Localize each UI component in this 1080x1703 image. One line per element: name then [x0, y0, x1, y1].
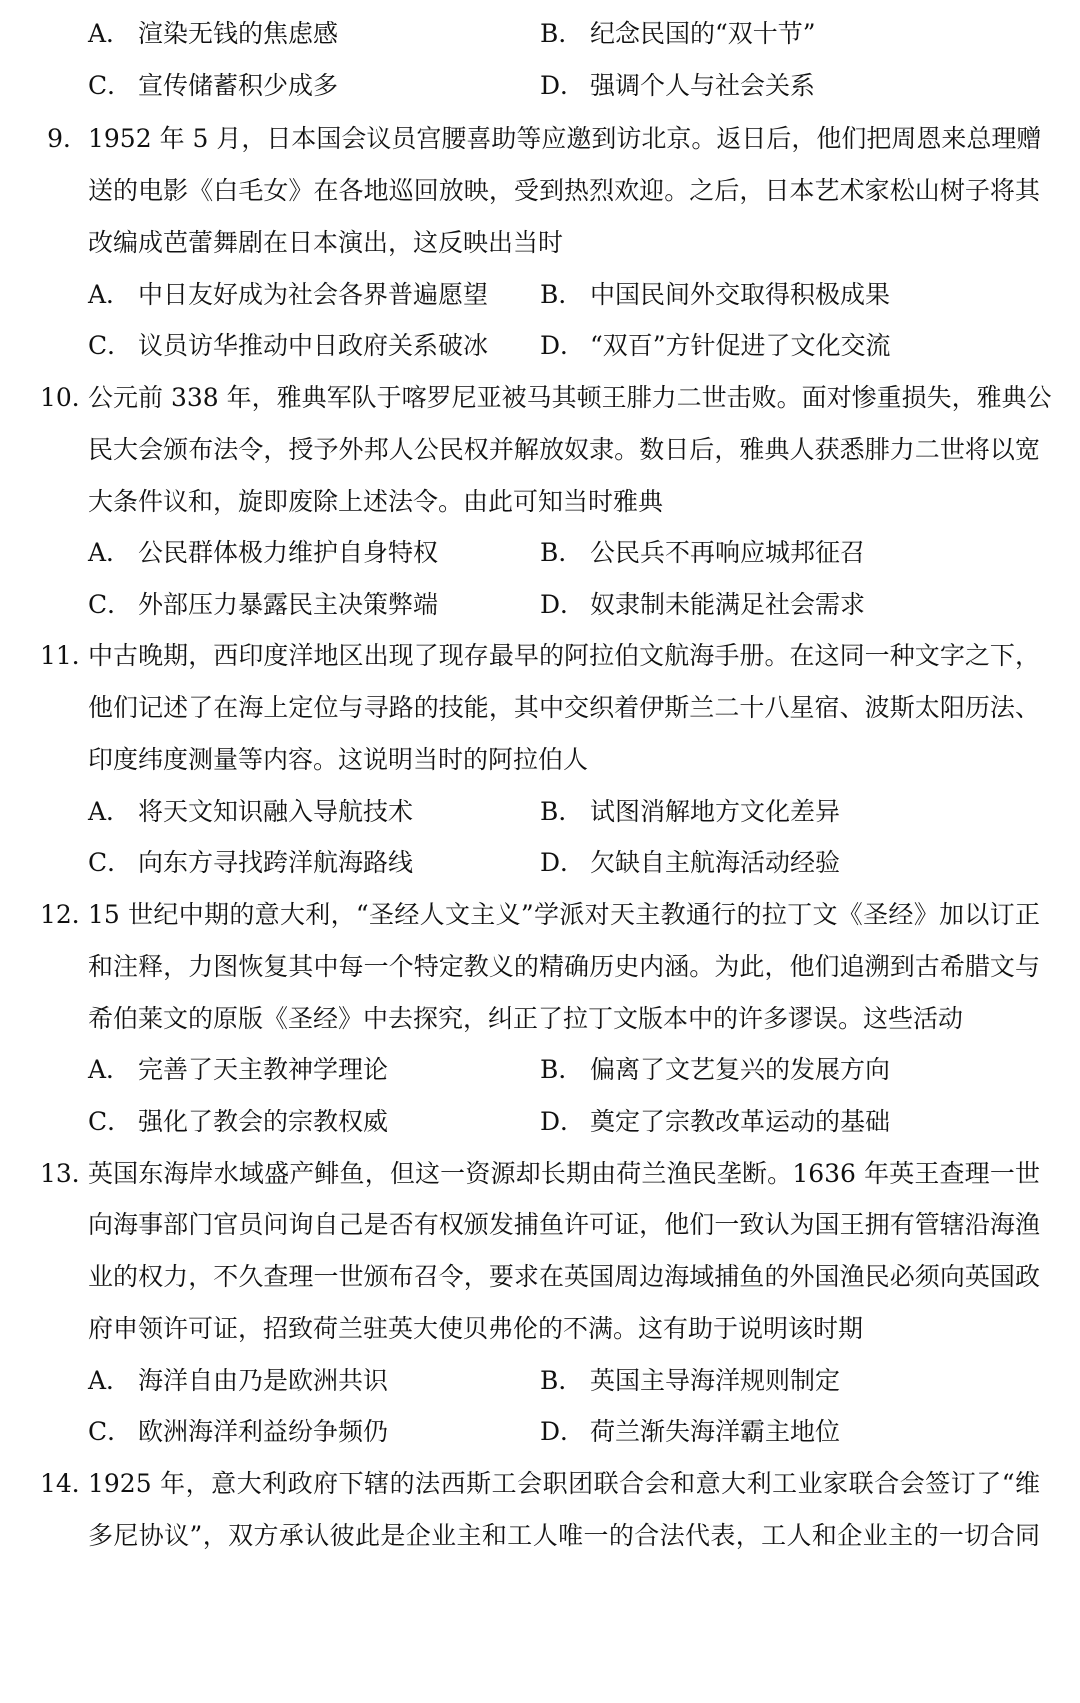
question-9-line [0, 163, 1080, 219]
option-text: 偏离了文艺复兴的发展方向 [590, 1055, 891, 1084]
option-letter: D． [540, 1417, 586, 1446]
option-text: 外部压力暴露民主决策弊端 [138, 590, 439, 619]
option-letter: D． [540, 590, 586, 619]
question-text: 送的电影《白毛女》在各地巡回放映，受到热烈欢迎。之后，日本艺术家松山树子将其 [88, 176, 1040, 205]
question-text: 英国东海岸水域盛产鲱鱼，但这一资源却长期由荷兰渔民垄断。1636 年英王查理一世 [88, 1159, 1040, 1188]
question-11-line [0, 680, 1080, 736]
option-row [0, 318, 1080, 374]
option-text: 渲染无钱的焦虑感 [138, 19, 339, 48]
question-number: 11． [40, 641, 97, 670]
question-11-line [0, 732, 1080, 788]
question-13-line [0, 1197, 1080, 1253]
option-b [540, 784, 840, 840]
question-number: 9． [47, 124, 88, 153]
option-letter: A． [88, 797, 132, 826]
option-text: 欠缺自主航海活动经验 [590, 848, 841, 877]
option-d [540, 835, 840, 891]
option-letter: C． [88, 848, 133, 877]
option-d [540, 1094, 890, 1150]
option-b [540, 267, 890, 323]
option-row [0, 525, 1080, 581]
option-text: “双百”方针促进了文化交流 [590, 331, 891, 360]
option-c [88, 58, 338, 114]
option-text: 完善了天主教神学理论 [138, 1055, 389, 1084]
option-text: 将天文知识融入导航技术 [138, 797, 414, 826]
option-d [540, 1404, 840, 1460]
option-d [540, 318, 891, 374]
option-row [0, 577, 1080, 633]
question-13-line [0, 1249, 1080, 1305]
option-text: 宣传储蓄积少成多 [138, 71, 339, 100]
question-14-line [0, 1508, 1080, 1564]
option-letter: C． [88, 71, 133, 100]
option-row [0, 1404, 1080, 1460]
option-letter: B． [540, 280, 584, 309]
option-c [88, 318, 488, 374]
option-d [540, 58, 815, 114]
question-text: 1952 年 5 月，日本国会议员宫腰喜助等应邀到访北京。返日后，他们把周恩来总理赠 [88, 124, 1042, 153]
question-10-line [0, 370, 1080, 426]
option-text: 中日友好成为社会各界普遍愿望 [138, 280, 489, 309]
question-text: 1925 年，意大利政府下辖的法西斯工会职团联合会和意大利工业家联合会签订了“维 [88, 1469, 1040, 1498]
option-a [88, 6, 338, 62]
option-text: 强调个人与社会关系 [590, 71, 816, 100]
option-letter: D． [540, 1107, 586, 1136]
question-12-line [0, 887, 1080, 943]
option-text: 奠定了宗教改革运动的基础 [590, 1107, 891, 1136]
option-letter: B． [540, 1055, 584, 1084]
option-letter: B． [540, 538, 584, 567]
question-text: 希伯莱文的原版《圣经》中去探究，纠正了拉丁文版本中的许多谬误。这些活动 [88, 1004, 964, 1033]
option-text: 公民群体极力维护自身特权 [138, 538, 439, 567]
option-text: 公民兵不再响应城邦征召 [590, 538, 866, 567]
option-text: 议员访华推动中日政府关系破冰 [138, 331, 489, 360]
question-11-line [0, 628, 1080, 684]
option-text: 海洋自由乃是欧洲共识 [138, 1366, 389, 1395]
option-letter: B． [540, 1366, 584, 1395]
option-letter: C． [88, 1417, 133, 1446]
option-letter: C． [88, 590, 133, 619]
option-c [88, 1094, 388, 1150]
option-a [88, 267, 488, 323]
option-row [0, 1353, 1080, 1409]
option-letter: A． [88, 1366, 132, 1395]
option-letter: B． [540, 19, 584, 48]
option-b [540, 1353, 840, 1409]
option-row [0, 784, 1080, 840]
option-b [540, 525, 865, 581]
question-12-line [0, 939, 1080, 995]
question-number: 10． [40, 383, 97, 412]
question-number: 13． [40, 1159, 97, 1188]
option-text: 纪念民国的“双十节” [590, 19, 816, 48]
question-9-line [0, 215, 1080, 271]
question-9-line [0, 111, 1080, 167]
question-10-line [0, 422, 1080, 478]
option-text: 欧洲海洋利益纷争频仍 [138, 1417, 389, 1446]
option-a [88, 784, 413, 840]
question-14-line [0, 1456, 1080, 1512]
option-row [0, 1094, 1080, 1150]
option-row [0, 6, 1080, 62]
question-12-line [0, 991, 1080, 1047]
option-row [0, 58, 1080, 114]
question-text: 中古晚期，西印度洋地区出现了现存最早的阿拉伯文航海手册。在这同一种文字之下， [88, 641, 1040, 670]
option-letter: B． [540, 797, 584, 826]
option-a [88, 525, 438, 581]
option-text: 试图消解地方文化差异 [590, 797, 841, 826]
option-a [88, 1042, 388, 1098]
question-10-line [0, 474, 1080, 530]
question-text: 民大会颁布法令，授予外邦人公民权并解放奴隶。数日后，雅典人获悉腓力二世将以宽 [88, 435, 1040, 464]
option-letter: D． [540, 331, 586, 360]
question-number: 12． [40, 900, 97, 929]
question-13-line [0, 1146, 1080, 1202]
option-c [88, 577, 438, 633]
option-letter: A． [88, 19, 132, 48]
option-text: 英国主导海洋规则制定 [590, 1366, 841, 1395]
question-text: 改编成芭蕾舞剧在日本演出，这反映出当时 [88, 228, 564, 257]
question-text: 向海事部门官员问询自己是否有权颁发捕鱼许可证，他们一致认为国王拥有管辖沿海渔 [88, 1210, 1040, 1239]
question-text: 公元前 338 年，雅典军队于喀罗尼亚被马其顿王腓力二世击败。面对惨重损失，雅典公 [88, 383, 1052, 412]
option-row [0, 835, 1080, 891]
option-c [88, 1404, 388, 1460]
option-b [540, 1042, 890, 1098]
option-letter: A． [88, 1055, 132, 1084]
option-b [540, 6, 816, 62]
option-letter: D． [540, 71, 586, 100]
option-row [0, 267, 1080, 323]
option-c [88, 835, 413, 891]
option-a [88, 1353, 388, 1409]
question-text: 15 世纪中期的意大利，“圣经人文主义”学派对天主教通行的拉丁文《圣经》加以订正 [88, 900, 1040, 929]
question-text: 多尼协议”，双方承认彼此是企业主和工人唯一的合法代表，工人和企业主的一切合同 [88, 1521, 1040, 1550]
question-number: 14． [40, 1469, 97, 1498]
option-row [0, 1042, 1080, 1098]
option-letter: C． [88, 331, 133, 360]
question-text: 印度纬度测量等内容。这说明当时的阿拉伯人 [88, 745, 589, 774]
option-letter: A． [88, 538, 132, 567]
question-text: 大条件议和，旋即废除上述法令。由此可知当时雅典 [88, 487, 664, 516]
question-13-line [0, 1301, 1080, 1357]
option-letter: A． [88, 280, 132, 309]
option-letter: D． [540, 848, 586, 877]
question-text: 业的权力，不久查理一世颁布召令，要求在英国周边海域捕鱼的外国渔民必须向英国政 [88, 1262, 1040, 1291]
question-text: 府申领许可证，招致荷兰驻英大使贝弗伦的不满。这有助于说明该时期 [88, 1314, 864, 1343]
option-d [540, 577, 865, 633]
option-text: 荷兰渐失海洋霸主地位 [590, 1417, 841, 1446]
option-text: 强化了教会的宗教权威 [138, 1107, 389, 1136]
question-text: 和注释，力图恢复其中每一个特定教义的精确历史内涵。为此，他们追溯到古希腊文与 [88, 952, 1040, 981]
option-text: 奴隶制未能满足社会需求 [590, 590, 866, 619]
option-text: 中国民间外交取得积极成果 [590, 280, 891, 309]
option-text: 向东方寻找跨洋航海路线 [138, 848, 414, 877]
option-letter: C． [88, 1107, 133, 1136]
question-text: 他们记述了在海上定位与寻路的技能，其中交织着伊斯兰二十八星宿、波斯太阳历法、 [88, 693, 1040, 722]
